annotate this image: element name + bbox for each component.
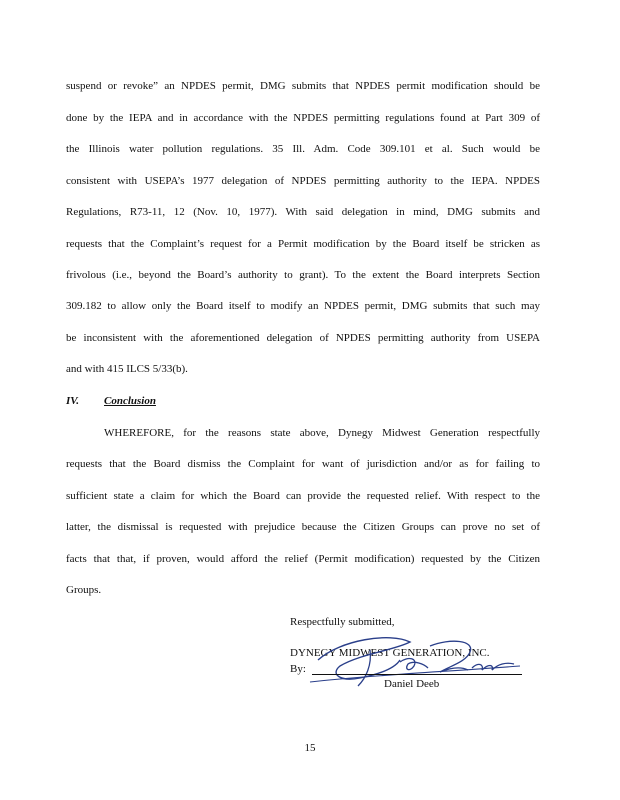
signature-line	[312, 674, 522, 675]
conclusion-line-1: WHEREFORE, for the reasons state above, Dynegy Midwest Generation respectfully	[104, 427, 540, 439]
by-label: By:	[290, 663, 306, 675]
body-line-7: frivolous (i.e., beyond the Board’s authority to grant). To the extent the Board interprets Section	[66, 269, 540, 281]
body-line-3: the Illinois water pollution regulations. 35 Ill. Adm. Code 309.101 et al. Such would be	[66, 143, 540, 155]
signer-name: Daniel Deeb	[384, 678, 440, 690]
body-line-4: consistent with USEPA’s 1977 delegation of NPDES permitting authority to the IEPA. NPDES	[66, 175, 540, 187]
body-line-5: Regulations, R73-11, 12 (Nov. 10, 1977). With said delegation in mind, DMG submits and	[66, 206, 540, 218]
body-line-1: suspend or revoke” an NPDES permit, DMG submits that NPDES permit modification should be	[66, 80, 540, 92]
body-line-8: 309.182 to allow only the Board itself to modify an NPDES permit, DMG submits that such may	[66, 300, 540, 312]
section-number: IV.	[66, 395, 79, 407]
body-line-6: requests that the Complaint’s request for a Permit modification by the Board itself be stricken as	[66, 238, 540, 250]
conclusion-line-2: requests that the Board dismiss the Complaint for want of jurisdiction and/or as for failing to	[66, 458, 540, 470]
closing-text: Respectfully submitted,	[290, 616, 395, 628]
company-name: DYNEGY MIDWEST GENERATION, INC.	[290, 647, 490, 659]
section-heading	[66, 395, 156, 408]
body-line-9: be inconsistent with the aforementioned delegation of NPDES permitting authority from USEPA	[66, 332, 540, 344]
page-number: 15	[304, 742, 316, 754]
conclusion-line-5: facts that that, if proven, would afford the relief (Permit modification) requested by the Citizen	[66, 553, 540, 565]
section-title: Conclusion	[104, 395, 156, 407]
conclusion-line-3: sufficient state a claim for which the Board can provide the requested relief. With respect to the	[66, 490, 540, 502]
conclusion-line-6: Groups.	[66, 584, 102, 596]
conclusion-line-4: latter, the dismissal is requested with prejudice because the Citizen Groups can prove no set of	[66, 521, 540, 533]
body-line-2: done by the IEPA and in accordance with the NPDES permitting regulations found at Part 309 of	[66, 112, 540, 124]
body-line-10: and with 415 ILCS 5/33(b).	[66, 363, 188, 375]
